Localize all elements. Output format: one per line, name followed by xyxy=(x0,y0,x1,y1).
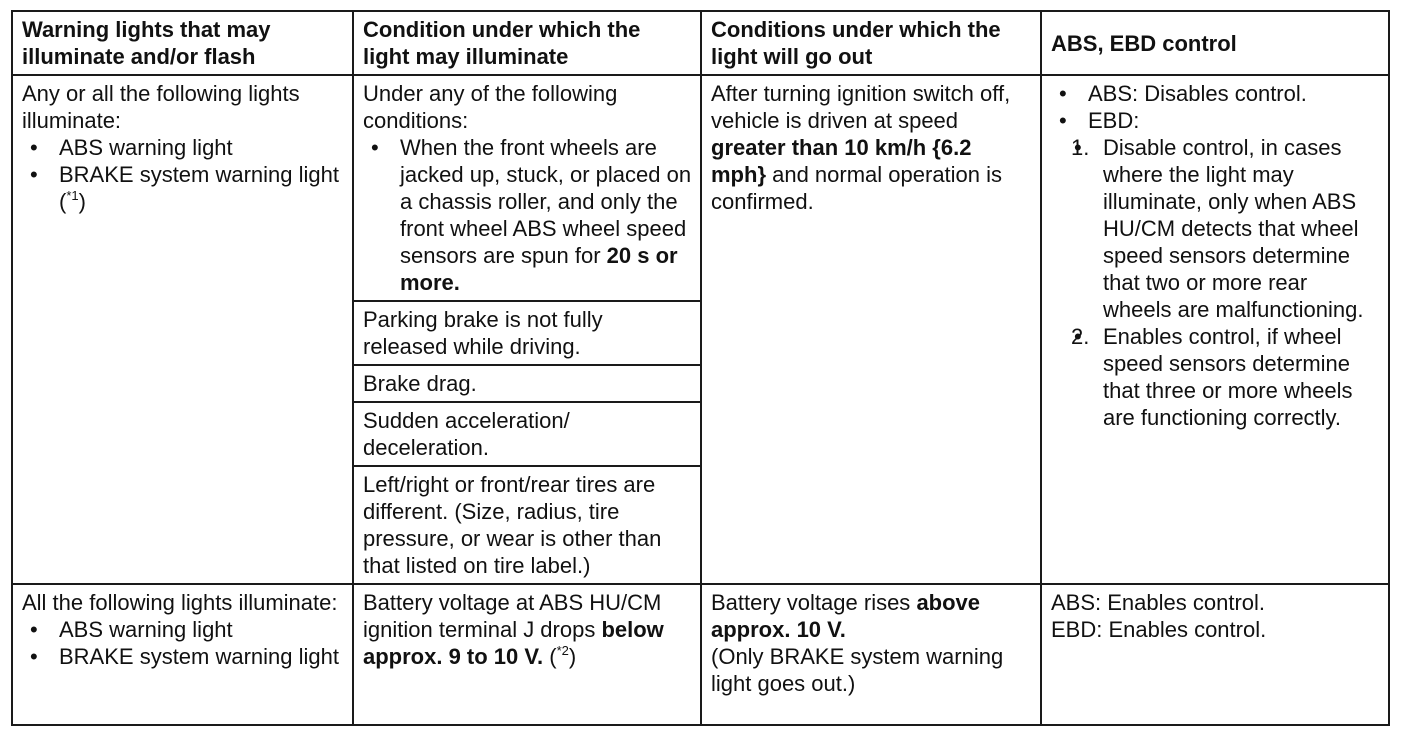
condition-list xyxy=(363,134,692,296)
condition-cell: Sudden acceleration/ deceleration. xyxy=(353,402,701,466)
list-item: • 2. Enables control, if wheel speed sensors determine that three or more wheels are functioning correctly. xyxy=(1103,323,1380,431)
condition-cell xyxy=(353,75,701,301)
table-row xyxy=(12,75,1389,301)
control-cell xyxy=(1041,584,1389,725)
condition-intro: Under any of the following conditions: xyxy=(363,81,618,133)
list-item: • EBD: • 1. Disable control, in cases where the light may illuminate, only when ABS HU/CM detects that wheel speed sensors determine that two or more rear wheels are malfunctioning. • 2. Enables control, if wheel speed sensors determine that three or more wheels are functioning correctly. xyxy=(1088,107,1380,431)
control-cell xyxy=(1041,75,1389,584)
header-warning-lights: Warning lights that may illuminate and/or flash xyxy=(12,11,353,75)
bold-text: below approx. 9 to 10 V. xyxy=(363,617,664,669)
list-item: • 1. Disable control, in cases where the light may illuminate, only when ABS HU/CM detects that wheel speed sensors determine that two or more rear wheels are malfunctioning. xyxy=(1103,134,1380,323)
list-item: • When the front wheels are jacked up, stuck, or placed on a chassis roller, and only the front wheel ABS wheel speed sensors are spun for 20 s or more. xyxy=(400,134,692,296)
ebd-steps xyxy=(1051,134,1380,431)
condition-cell: Brake drag. xyxy=(353,365,701,402)
control-line: ABS: Enables control. xyxy=(1051,590,1266,615)
lights-intro: All the following lights illuminate: xyxy=(22,590,338,615)
list-item: • ABS: Disables control. xyxy=(1088,80,1380,107)
warning-lights-cell xyxy=(12,75,353,584)
control-line: EBD: Enables control. xyxy=(1051,617,1267,642)
condition-cell: Parking brake is not fully released while driving. xyxy=(353,301,701,365)
warning-light-table xyxy=(11,10,1390,726)
warning-lights-cell xyxy=(12,584,353,725)
footnote-ref: *2 xyxy=(556,643,569,658)
lights-intro: Any or all the following lights illuminate: xyxy=(22,81,300,133)
lights-list xyxy=(22,134,344,215)
header-condition-goes-out: Conditions under which the light will go out xyxy=(701,11,1041,75)
control-list xyxy=(1051,80,1380,431)
list-item: • ABS warning light xyxy=(59,134,344,161)
goes-out-cell: After turning ignition switch off, vehicle is driven at speed greater than 10 km/h {6.2 mph} and normal operation is confirmed. xyxy=(701,75,1041,584)
bold-text: greater than 10 km/h {6.2 mph} xyxy=(711,135,972,187)
condition-cell: Left/right or front/rear tires are different. (Size, radius, tire pressure, or wear is other than that listed on tire label.) xyxy=(353,466,701,584)
lights-list xyxy=(22,616,344,670)
goes-out-cell: Battery voltage rises above approx. 10 V. (Only BRAKE system warning light goes out.) xyxy=(701,584,1041,725)
table-row xyxy=(12,584,1389,725)
header-condition-illuminate: Condition under which the light may illuminate xyxy=(353,11,701,75)
list-item: • BRAKE system warning light ($^{*1}$) xyxy=(59,161,344,215)
header-abs-ebd-control: ABS, EBD control xyxy=(1041,11,1389,75)
list-item: • BRAKE system warning light xyxy=(59,643,344,670)
footnote-ref: *1 xyxy=(66,188,79,203)
header-row xyxy=(12,11,1389,75)
condition-cell: Battery voltage at ABS HU/CM ignition terminal J drops below approx. 9 to 10 V. ($^{*2}$) xyxy=(353,584,701,725)
bold-text: 20 s or more. xyxy=(400,243,678,295)
list-item: • ABS warning light xyxy=(59,616,344,643)
bold-text: above approx. 10 V. xyxy=(711,590,981,642)
